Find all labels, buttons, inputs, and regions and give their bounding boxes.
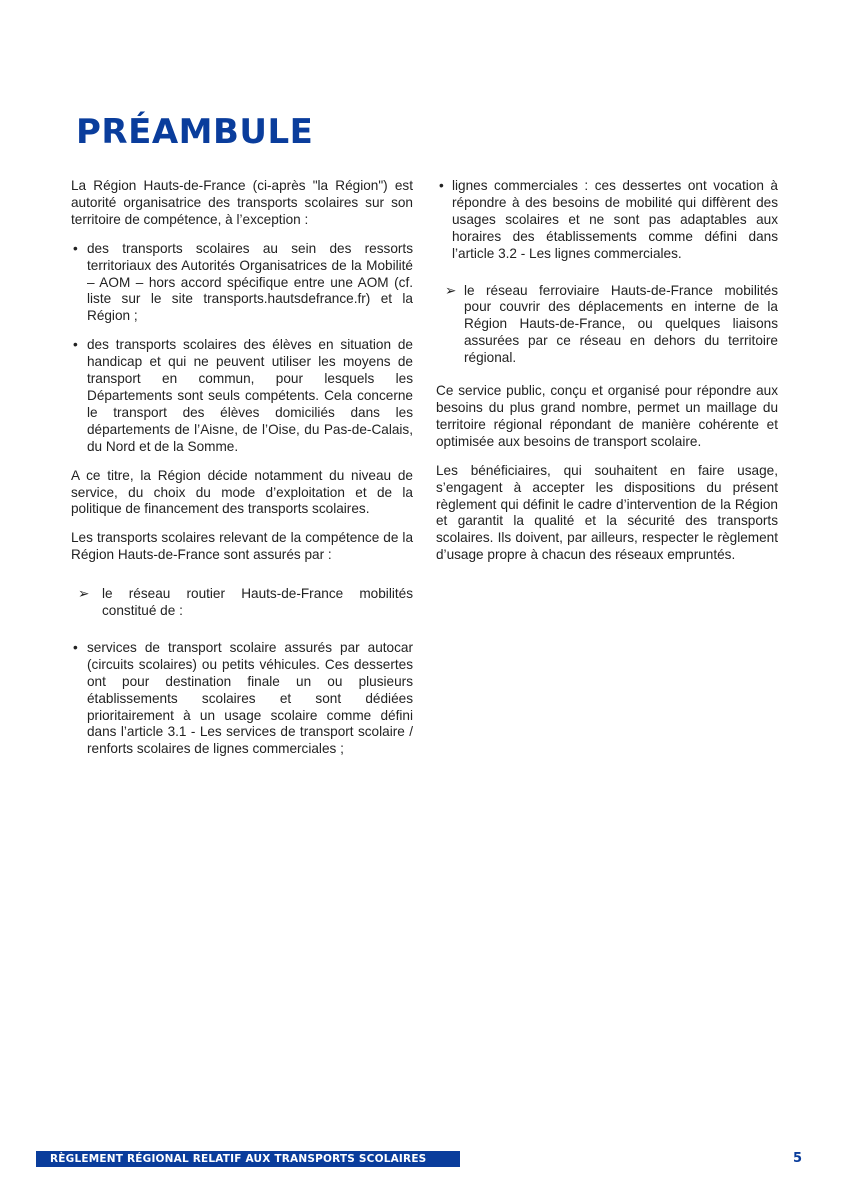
list-item-text: le réseau routier Hauts-de-France mobilités constitué de :	[102, 586, 413, 619]
bullet-icon: •	[439, 178, 444, 193]
list-item	[71, 337, 413, 455]
page-number: 5	[793, 1151, 803, 1166]
left-column	[71, 178, 413, 770]
paragraph: Les bénéficiaires, qui souhaitent en faire usage, s’engagent à accepter les dispositions du présent règlement qui définit le cadre d’intervention de la Région et garantit la qualité et la sécurité des transports scolaires. Ils doivent, par ailleurs, respecter le règlement d’usage propre à chacun des réseaux empruntés.	[436, 462, 778, 563]
bullet-icon: •	[73, 337, 78, 353]
list-item-text: le réseau ferroviaire Hauts-de-France mobilités pour couvrir des déplacements en interne de la Région Hauts-de-France, ou quelques liaisons assurées par ce réseau en dehors du territoire régional.	[464, 282, 778, 366]
bullet-icon: •	[73, 240, 78, 256]
paragraph: Ce service public, conçu et organisé pour répondre aux besoins du plus grand nombre, permet un maillage du territoire régional répondant de manière cohérente et optimisée aux besoins de transport scolaire.	[436, 383, 778, 449]
list-item-text: des transports scolaires des élèves en situation de handicap et qui ne peuvent utiliser les moyens de transport en commun, pour lesquels les Départements sont seuls compétents. Cela concerne le transport des élèves domiciliés dans les départements de l’Aisne, de l’Oise, du Pas-de-Calais, du Nord et de la Somme.	[87, 337, 413, 454]
bullet-icon: •	[73, 639, 78, 655]
list-item	[436, 178, 778, 263]
paragraph: A ce titre, la Région décide notamment du niveau de service, du choix du mode d’exploitation et de la politique de financement des transports scolaires.	[71, 467, 413, 517]
page-title: PRÉAMBULE	[76, 112, 314, 152]
list-item	[71, 241, 413, 326]
footer-title-bar: RÈGLEMENT RÉGIONAL RELATIF AUX TRANSPORTS SCOLAIRES	[36, 1151, 460, 1167]
right-column	[436, 178, 778, 576]
arrow-bullet-icon: ➢	[78, 586, 90, 602]
list-item	[436, 283, 778, 368]
list-item-text: services de transport scolaire assurés par autocar (circuits scolaires) ou petits véhicules. Ces dessertes ont pour destination finale un ou plusieurs établissements scolaires et sont dédiées prioritairement à un usage scolaire comme défini dans l’article 3.1 - Les services de transport scolaire / renforts scolaires de lignes commerciales ;	[87, 639, 413, 757]
list-item	[71, 586, 413, 620]
list-item	[71, 640, 413, 758]
list-item-text: des transports scolaires au sein des ressorts territoriaux des Autorités Organisatrices de la Mobilité – AOM – hors accord spécifique entre une AOM (cf. liste sur le site transports.hautsdefrance.fr) et la Région ;	[87, 240, 413, 324]
arrow-bullet-icon: ➢	[445, 282, 457, 298]
paragraph: Les transports scolaires relevant de la compétence de la Région Hauts-de-France sont assurés par :	[71, 530, 413, 563]
intro-paragraph: La Région Hauts-de-France (ci-après "la Région") est autorité organisatrice des transports scolaires sur son territoire de compétence, à l’exception :	[71, 178, 413, 227]
list-item-text: lignes commerciales : ces dessertes ont vocation à répondre à des besoins de mobilité qui diffèrent des usages scolaires et ne sont pas adaptables aux horaires des établissements comme défini dans l’article 3.2 - Les lignes commerciales.	[452, 178, 778, 261]
